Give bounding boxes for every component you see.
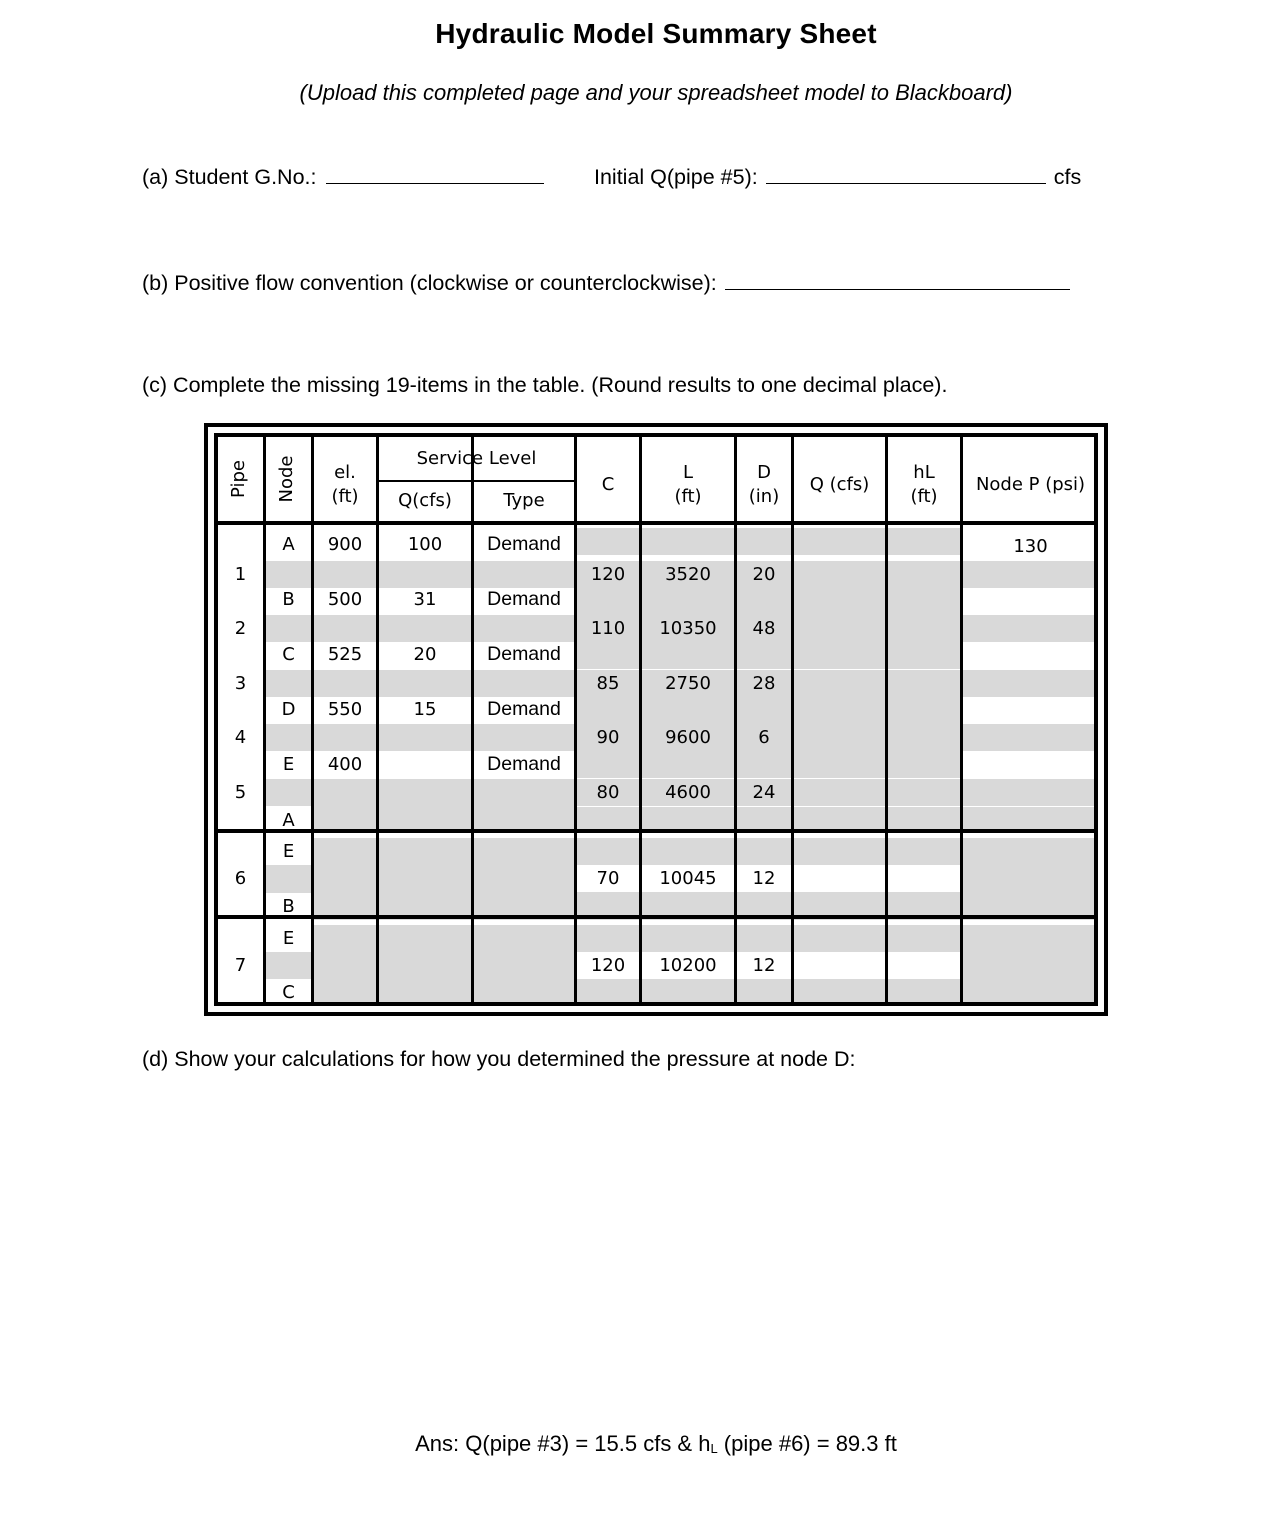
l-cell: 9600: [665, 727, 711, 748]
header-d-unit: (in): [748, 486, 780, 507]
c-cell: 90: [596, 727, 620, 748]
el-cell: 500: [327, 589, 363, 610]
type-cell: Demand: [487, 643, 561, 665]
l-cell: 10045: [659, 868, 717, 889]
header-d: [737, 461, 791, 509]
hydraulic-table: [214, 433, 1098, 1006]
node-p-cell[interactable]: [963, 586, 1098, 613]
service-q-cell: 20: [413, 644, 437, 665]
initial-q-unit: cfs: [1053, 165, 1082, 189]
gray-cell: [577, 588, 791, 615]
d-cell: 6: [758, 727, 770, 748]
page-subtitle: (Upload this completed page and your spreadsheet model to Blackboard): [299, 80, 1013, 105]
page-title: Hydraulic Model Summary Sheet: [435, 18, 877, 49]
flow-convention-label: (b) Positive flow convention (clockwise or counterclockwise):: [142, 271, 717, 295]
l-cell: 3520: [665, 564, 711, 585]
pipe-number: 6: [234, 868, 247, 889]
header-el-unit: (ft): [331, 486, 359, 507]
header-c: C: [601, 474, 615, 495]
node-cell: C: [282, 644, 295, 665]
node-to-cell: B: [282, 896, 295, 917]
initial-q-line: [594, 161, 1081, 190]
header-node: Node: [276, 455, 297, 503]
node-cell: D: [281, 699, 296, 720]
node-from-cell: E: [282, 841, 295, 862]
part-b: [142, 267, 1070, 296]
answer-prefix: Ans: Q(pipe #3) = 15.5 cfs & h: [415, 1431, 711, 1456]
c-cell: 120: [590, 955, 626, 976]
initial-q-field[interactable]: [766, 161, 1046, 184]
service-level-rule: [379, 480, 574, 482]
type-cell: Demand: [487, 588, 561, 610]
student-gno-label: (a) Student G.No.:: [142, 165, 317, 189]
el-cell: 400: [327, 754, 363, 775]
pipe-number: 4: [234, 727, 247, 748]
d-cell: 24: [752, 782, 776, 803]
gray-cell: [577, 697, 791, 724]
c-cell: 80: [596, 782, 620, 803]
node-cell: B: [282, 589, 295, 610]
l-cell: 4600: [665, 782, 711, 803]
answer-suffix: (pipe #6) = 89.3 ft: [717, 1431, 897, 1456]
d-cell: 12: [752, 868, 776, 889]
header-service-q: Q(cfs): [398, 490, 452, 511]
c-cell: 120: [590, 564, 626, 585]
node-p-cell[interactable]: [963, 696, 1098, 723]
part-a: [142, 161, 544, 190]
gray-cell: [577, 642, 791, 669]
header-d-label: D: [757, 462, 771, 483]
gray-cell: [794, 642, 960, 669]
gray-cell: [794, 528, 885, 555]
pipe-number: 1: [234, 564, 247, 585]
type-cell: Demand: [487, 698, 561, 720]
d-cell: 12: [752, 955, 776, 976]
node-cell: A: [282, 534, 295, 555]
block-rule: [218, 915, 1098, 919]
d-cell: 28: [752, 673, 776, 694]
el-cell: 525: [327, 644, 363, 665]
header-l-label: L: [682, 462, 694, 483]
answer-line: [0, 1431, 1284, 1457]
gray-cell: [794, 697, 960, 724]
header-service-level: Service Level: [416, 448, 537, 469]
header-hl-unit: (ft): [910, 486, 938, 507]
answer-subscript: L: [710, 1441, 718, 1456]
header-hl-label: hL: [913, 462, 935, 483]
service-q-cell: 100: [407, 534, 443, 555]
gray-cell: [794, 751, 960, 778]
node-from-cell: E: [282, 928, 295, 949]
node-cell: A: [282, 810, 295, 831]
part-d-instructions: (d) Show your calculations for how you determined the pressure at node D:: [142, 1047, 856, 1071]
l-cell: 2750: [665, 673, 711, 694]
pipe-number: 2: [234, 618, 247, 639]
header-hl: [888, 461, 960, 509]
gray-cell: [888, 528, 960, 555]
service-q-cell[interactable]: [379, 751, 471, 778]
student-gno-field[interactable]: [326, 161, 544, 184]
service-q-cell: 15: [413, 699, 437, 720]
initial-q-label: Initial Q(pipe #5):: [594, 165, 758, 189]
part-c-instructions: (c) Complete the missing 19-items in the table. (Round results to one decimal place).: [142, 373, 948, 397]
pipe-number: 3: [234, 673, 247, 694]
flow-convention-field[interactable]: [725, 267, 1070, 290]
header-rule: [218, 521, 1098, 525]
c-cell: 70: [596, 868, 620, 889]
el-cell: 900: [327, 534, 363, 555]
node-p-cell[interactable]: [963, 641, 1098, 668]
header-type: Type: [503, 490, 545, 511]
pipe-number: 7: [234, 955, 247, 976]
gray-cell: [577, 751, 791, 778]
node-cell: E: [282, 754, 295, 775]
pipe-number: 5: [234, 782, 247, 803]
header-l-unit: (ft): [674, 486, 702, 507]
d-cell: 48: [752, 618, 776, 639]
el-cell: 550: [327, 699, 363, 720]
header-l: [642, 461, 734, 509]
gray-cell: [794, 588, 960, 615]
gray-cell: [314, 807, 1094, 831]
gray-cell: [577, 528, 791, 555]
header-el: [314, 461, 376, 509]
l-cell: 10200: [659, 955, 717, 976]
d-cell: 20: [752, 564, 776, 585]
type-cell: Demand: [487, 533, 561, 555]
l-cell: 10350: [659, 618, 717, 639]
node-p-cell[interactable]: [963, 751, 1098, 778]
header-node-p: Node P (psi): [975, 474, 1086, 495]
gray-cell: [314, 779, 574, 807]
header-q: Q (cfs): [809, 474, 870, 495]
block-rule: [218, 829, 1098, 833]
c-cell: 110: [590, 618, 626, 639]
node-p-cell: 130: [1013, 536, 1048, 557]
header-el-label: el.: [334, 462, 356, 483]
service-q-cell: 31: [413, 589, 437, 610]
type-cell: Demand: [487, 753, 561, 775]
c-cell: 85: [596, 673, 620, 694]
node-to-cell: C: [282, 982, 295, 1003]
header-pipe: Pipe: [228, 460, 249, 498]
